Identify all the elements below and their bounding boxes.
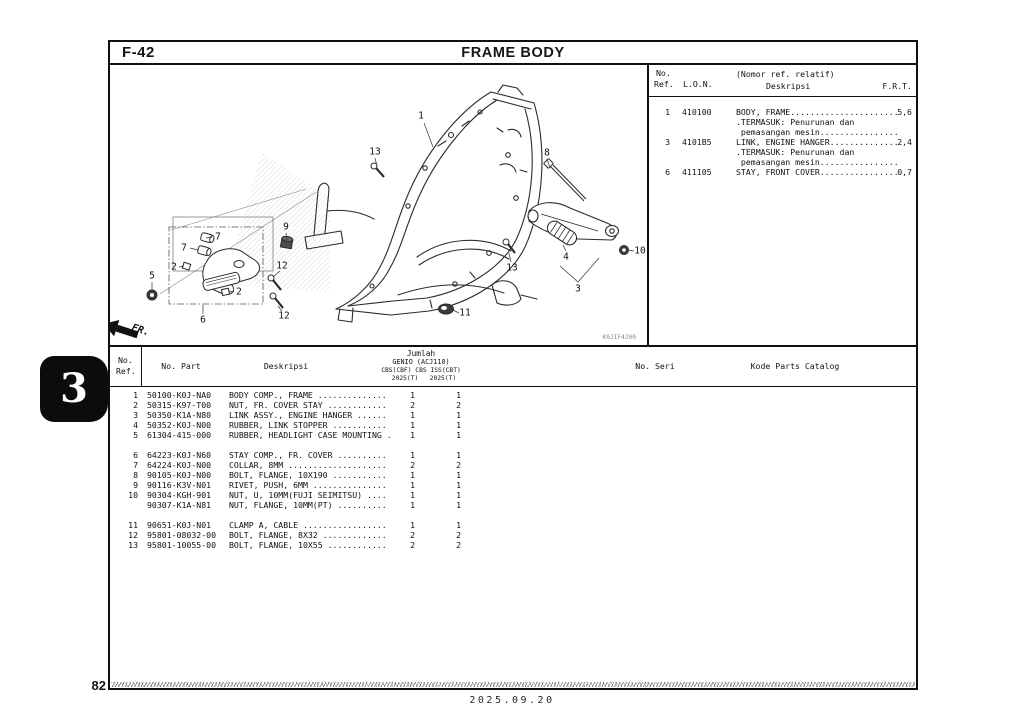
pr-desc: COLLAR, 8MM .................... bbox=[229, 460, 387, 470]
rr-text: .TERMASUK: Penurunan dan bbox=[736, 117, 855, 127]
pr-ref: 1 bbox=[133, 390, 138, 400]
pr-q1: 1 bbox=[410, 390, 415, 400]
rr-text: pemasangan mesin................ bbox=[736, 127, 899, 137]
rr-text: LINK, ENGINE HANGER.............. bbox=[736, 137, 899, 147]
ref-col-ref: Ref. bbox=[654, 79, 674, 89]
pr-ref: 9 bbox=[133, 480, 138, 490]
parts-table-row bbox=[108, 480, 918, 490]
callout-number-8: 8 bbox=[544, 147, 550, 159]
callout-number-7: 7 bbox=[215, 231, 221, 243]
parts-table-row bbox=[108, 430, 918, 440]
pt-col-ref: Ref. bbox=[116, 366, 136, 376]
parts-table-row bbox=[108, 460, 918, 470]
pr-ref: 8 bbox=[133, 470, 138, 480]
pr-ref: 2 bbox=[133, 400, 138, 410]
pr-desc: NUT, U, 10MM(FUJI SEIMITSU) .... bbox=[229, 490, 387, 500]
ref-table-row bbox=[648, 107, 918, 117]
ref-table-row bbox=[648, 117, 918, 127]
pr-part: 50350-K1A-N80 bbox=[147, 410, 212, 420]
parts-table-row bbox=[108, 410, 918, 420]
ref-table-row bbox=[648, 157, 918, 167]
pr-q2: 1 bbox=[456, 500, 461, 510]
pr-part: 61304-415-000 bbox=[147, 430, 212, 440]
pr-q2: 1 bbox=[456, 480, 461, 490]
ref-table-row bbox=[648, 147, 918, 157]
pr-q1: 2 bbox=[410, 400, 415, 410]
pr-q2: 2 bbox=[456, 400, 461, 410]
callout-number-13: 13 bbox=[369, 146, 381, 158]
callout-number-12: 12 bbox=[276, 260, 288, 272]
pr-q2: 1 bbox=[456, 410, 461, 420]
pt-col-seri: No. Seri bbox=[635, 361, 675, 371]
pr-q1: 1 bbox=[410, 500, 415, 510]
pr-q1: 1 bbox=[410, 470, 415, 480]
pr-q1: 1 bbox=[410, 420, 415, 430]
rr-ref: 3 bbox=[665, 137, 670, 147]
rr-frt: 2,4 bbox=[897, 137, 912, 147]
pr-q2: 2 bbox=[456, 540, 461, 550]
pr-desc: BOLT, FLANGE, 10X190 ........... bbox=[229, 470, 387, 480]
ref-table-rows bbox=[648, 107, 918, 177]
ref-table-row bbox=[648, 137, 918, 147]
pr-q2: 1 bbox=[456, 490, 461, 500]
ref-col-no: No. bbox=[656, 68, 671, 78]
callout-number-3: 3 bbox=[575, 283, 581, 295]
pr-part: 90651-K0J-N01 bbox=[147, 520, 212, 530]
pr-desc: STAY COMP., FR. COVER .......... bbox=[229, 450, 387, 460]
pr-q2: 2 bbox=[456, 460, 461, 470]
pr-part: 95801-08032-00 bbox=[147, 530, 217, 540]
page-number: 82 bbox=[91, 678, 106, 693]
parts-table-header bbox=[108, 346, 918, 386]
pr-q2: 1 bbox=[456, 430, 461, 440]
pr-desc: BOLT, FLANGE, 8X32 ............. bbox=[229, 530, 387, 540]
callout-number-13: 13 bbox=[506, 262, 518, 274]
leader-line-11 bbox=[453, 310, 459, 313]
pr-part: 90116-K3V-N01 bbox=[147, 480, 212, 490]
pt-col-deskripsi: Deskripsi bbox=[263, 361, 309, 371]
pr-desc: BODY COMP., FRAME .............. bbox=[229, 390, 387, 400]
rr-text: STAY, FRONT COVER................ bbox=[736, 167, 899, 177]
fr-direction-arrow bbox=[108, 316, 151, 343]
leader-line-7 bbox=[190, 248, 198, 250]
pr-ref: 3 bbox=[133, 410, 138, 420]
rr-ref: 1 bbox=[665, 107, 670, 117]
callout-number-5: 5 bbox=[149, 270, 155, 282]
pr-q2: 2 bbox=[456, 530, 461, 540]
pr-desc: BOLT, FLANGE, 10X55 ............ bbox=[229, 540, 387, 550]
pr-desc: RIVET, PUSH, 6MM ............... bbox=[229, 480, 387, 490]
rr-lon: 4101B5 bbox=[682, 137, 712, 147]
pr-ref: 11 bbox=[128, 520, 138, 530]
parts-table-row bbox=[108, 470, 918, 480]
pr-part: 90105-K0J-N00 bbox=[147, 470, 212, 480]
pr-q1: 2 bbox=[410, 540, 415, 550]
rr-lon: 410100 bbox=[682, 107, 712, 117]
pr-ref: 4 bbox=[133, 420, 138, 430]
callout-number-2: 2 bbox=[236, 286, 242, 298]
pr-q1: 1 bbox=[410, 410, 415, 420]
leader-line-1 bbox=[424, 123, 433, 147]
pt-col-variants: CBS(CBF) CBS ISS(CBT) bbox=[381, 367, 461, 374]
ref-table-row bbox=[648, 167, 918, 177]
fr-label: FR. bbox=[130, 322, 151, 339]
parts-table-row bbox=[108, 420, 918, 430]
pr-part: 64223-K0J-N60 bbox=[147, 450, 212, 460]
pt-col-model: GENIO (ACJ110) bbox=[392, 358, 450, 366]
rr-text: .TERMASUK: Penurunan dan bbox=[736, 147, 855, 157]
callout-number-10: 10 bbox=[634, 245, 646, 257]
parts-table-rows bbox=[108, 390, 918, 550]
pr-desc: NUT, FR. COVER STAY ............ bbox=[229, 400, 387, 410]
parts-table-row bbox=[108, 530, 918, 540]
pr-q2: 1 bbox=[456, 470, 461, 480]
pr-q1: 1 bbox=[410, 520, 415, 530]
pr-desc: RUBBER, HEADLIGHT CASE MOUNTING . bbox=[229, 430, 392, 440]
pr-q1: 2 bbox=[410, 530, 415, 540]
row-group-gap bbox=[108, 440, 918, 450]
pr-ref: 12 bbox=[128, 530, 138, 540]
pr-q2: 1 bbox=[456, 520, 461, 530]
callout-number-1: 1 bbox=[418, 110, 424, 122]
diagram-code: K0JIF4200 bbox=[602, 334, 636, 341]
pt-col-years: 2025(T) 2025(T) bbox=[391, 375, 457, 382]
ref-col-frt: F.R.T. bbox=[882, 81, 912, 91]
callout-number-2: 2 bbox=[171, 261, 177, 273]
parts-table-row bbox=[108, 520, 918, 530]
rr-ref: 6 bbox=[665, 167, 670, 177]
pr-part: 50315-K97-T00 bbox=[147, 400, 212, 410]
pr-q1: 2 bbox=[410, 460, 415, 470]
callout-number-4: 4 bbox=[563, 251, 569, 263]
callout-number-6: 6 bbox=[200, 314, 206, 326]
pr-q2: 1 bbox=[456, 420, 461, 430]
callout-number-11: 11 bbox=[459, 307, 471, 319]
callout-number-7: 7 bbox=[181, 242, 187, 254]
pr-ref: 13 bbox=[128, 540, 138, 550]
pr-desc: NUT, FLANGE, 10MM(PT) .......... bbox=[229, 500, 387, 510]
pr-ref: 6 bbox=[133, 450, 138, 460]
callout-number-9: 9 bbox=[283, 221, 289, 233]
pt-col-kode: Kode Parts Catalog bbox=[750, 361, 840, 371]
row-group-gap bbox=[108, 510, 918, 520]
pr-q1: 1 bbox=[410, 480, 415, 490]
pt-col-part: No. Part bbox=[161, 361, 201, 371]
parts-table-row bbox=[108, 400, 918, 410]
pr-part: 50352-K0J-N00 bbox=[147, 420, 212, 430]
pr-ref: 5 bbox=[133, 430, 138, 440]
footer-date: 2025.09.20 bbox=[469, 695, 555, 706]
pr-part: 64224-K0J-N00 bbox=[147, 460, 212, 470]
ref-col-lon: L.O.N. bbox=[683, 79, 713, 89]
pr-desc: LINK ASSY., ENGINE HANGER ...... bbox=[229, 410, 387, 420]
pr-ref: 10 bbox=[128, 490, 138, 500]
parts-table-row bbox=[108, 390, 918, 400]
pr-q1: 1 bbox=[410, 490, 415, 500]
pr-q1: 1 bbox=[410, 450, 415, 460]
exploded-frame-diagram bbox=[108, 64, 648, 347]
pr-desc: CLAMP A, CABLE ................. bbox=[229, 520, 387, 530]
pr-part: 90307-K1A-N81 bbox=[147, 500, 212, 510]
parts-table-row bbox=[108, 500, 918, 510]
pr-part: 95801-10055-00 bbox=[147, 540, 217, 550]
parts-table-header-rule bbox=[110, 386, 916, 387]
rr-lon: 411105 bbox=[682, 167, 712, 177]
pr-q2: 1 bbox=[456, 390, 461, 400]
figure-code: F-42 bbox=[122, 44, 155, 61]
chapter-number: 3 bbox=[60, 365, 88, 412]
parts-table-row bbox=[108, 540, 918, 550]
parts-table-row bbox=[108, 490, 918, 500]
pr-ref: 7 bbox=[133, 460, 138, 470]
page-header-bar bbox=[110, 42, 916, 65]
ref-table-header-rule bbox=[649, 96, 916, 97]
ref-col-deskripsi: Deskripsi bbox=[766, 81, 811, 91]
page-title: FRAME BODY bbox=[461, 45, 565, 61]
engine-hanger-link-art bbox=[528, 203, 619, 282]
ref-table-row bbox=[648, 127, 918, 137]
pr-part: 50100-K0J-NA0 bbox=[147, 390, 212, 400]
pr-desc: RUBBER, LINK STOPPER ........... bbox=[229, 420, 387, 430]
pr-q1: 1 bbox=[410, 430, 415, 440]
ref-table-header bbox=[648, 64, 918, 96]
leader-line-4 bbox=[563, 245, 566, 251]
ref-col-nomor: (Nomor ref. relatif) bbox=[736, 69, 835, 79]
pr-q2: 1 bbox=[456, 450, 461, 460]
rr-text: pemasangan mesin................ bbox=[736, 157, 899, 167]
leader-line-13 bbox=[509, 253, 511, 262]
perforation-strip bbox=[111, 682, 915, 687]
rr-frt: 0,7 bbox=[897, 167, 912, 177]
rr-text: BODY, FRAME...................... bbox=[736, 107, 899, 117]
pt-col-no: No. bbox=[118, 355, 133, 365]
chapter-tab bbox=[40, 356, 108, 422]
callout-number-12: 12 bbox=[278, 310, 290, 322]
rr-frt: 5,6 bbox=[897, 107, 912, 117]
pt-col-jumlah: Jumlah bbox=[406, 349, 436, 358]
parts-table-row bbox=[108, 450, 918, 460]
pr-part: 90304-KGH-901 bbox=[147, 490, 212, 500]
